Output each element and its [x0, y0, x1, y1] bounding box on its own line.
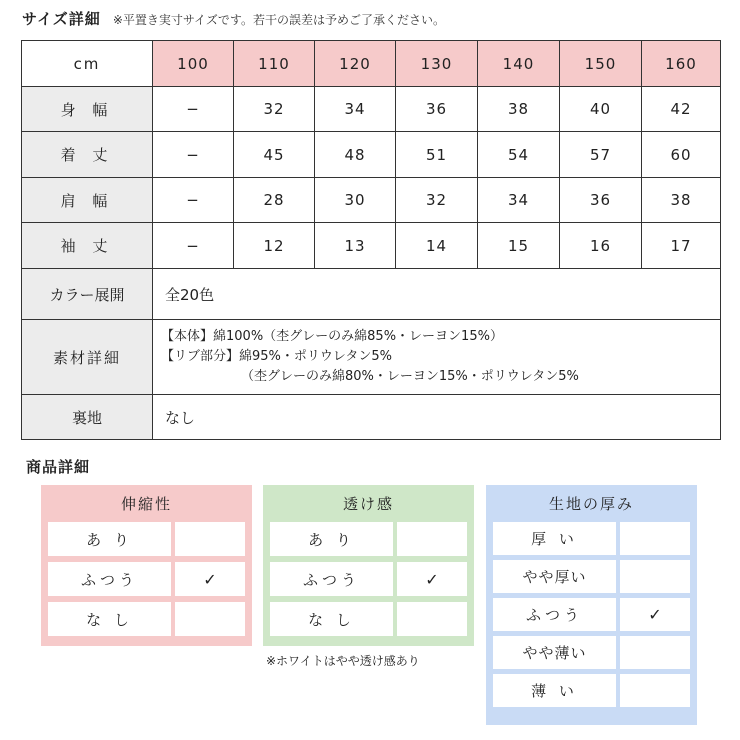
table-cell: 42: [642, 87, 721, 132]
thickness-panel: [486, 485, 697, 725]
material-value: [153, 320, 721, 395]
check-mark-cell: [620, 560, 690, 593]
table-cell: 38: [642, 178, 721, 223]
size-header-cell: 130: [396, 41, 478, 87]
option-row: [493, 598, 690, 631]
check-mark-cell: [397, 602, 467, 636]
lining-row: [22, 395, 721, 440]
option-label: ふつう: [493, 598, 616, 631]
table-cell: 30: [315, 178, 396, 223]
option-row: [493, 560, 690, 593]
color-row: [22, 269, 721, 320]
option-row: [48, 522, 245, 556]
option-row: [48, 602, 245, 636]
option-label: あ り: [48, 522, 171, 556]
lining-label: 裏地: [22, 395, 153, 440]
option-row: [270, 522, 467, 556]
table-cell: 14: [396, 223, 478, 269]
option-label: あ り: [270, 522, 393, 556]
table-cell: 38: [478, 87, 560, 132]
table-cell: 48: [315, 132, 396, 178]
check-mark-cell: [620, 674, 690, 707]
table-cell: 36: [396, 87, 478, 132]
table-row: [22, 87, 721, 132]
check-mark-cell: [175, 602, 245, 636]
check-mark-cell: [397, 522, 467, 556]
table-cell: 57: [560, 132, 642, 178]
option-label: ふつう: [48, 562, 171, 596]
table-cell: −: [153, 223, 234, 269]
material-row: [22, 320, 721, 395]
color-label: カラー展開: [22, 269, 153, 320]
table-cell: 17: [642, 223, 721, 269]
check-mark-cell: [620, 522, 690, 555]
row-label: 着 丈: [22, 132, 153, 178]
size-section-header: [22, 8, 445, 32]
lining-value: なし: [153, 395, 721, 440]
table-cell: 45: [234, 132, 315, 178]
table-cell: 32: [234, 87, 315, 132]
detail-section-title: 商品詳細: [26, 458, 91, 476]
option-label: な し: [270, 602, 393, 636]
table-cell: −: [153, 132, 234, 178]
size-header-cell: 120: [315, 41, 396, 87]
table-cell: 34: [315, 87, 396, 132]
size-header-cell: 110: [234, 41, 315, 87]
table-cell: 54: [478, 132, 560, 178]
color-value: 全20色: [153, 269, 721, 320]
unit-cell: cm: [22, 41, 153, 87]
option-row: [493, 636, 690, 669]
check-mark-cell: ✓: [397, 562, 467, 596]
table-cell: 16: [560, 223, 642, 269]
row-label: 袖 丈: [22, 223, 153, 269]
check-mark-cell: ✓: [175, 562, 245, 596]
option-row: [493, 522, 690, 555]
table-cell: 32: [396, 178, 478, 223]
material-line: 【本体】綿100%（杢グレーのみ綿85%・レーヨン15%）: [161, 329, 503, 344]
stretch-title: 伸縮性: [120, 495, 172, 513]
table-cell: 13: [315, 223, 396, 269]
table-cell: 36: [560, 178, 642, 223]
table-row: [22, 132, 721, 178]
table-cell: 34: [478, 178, 560, 223]
table-cell: −: [153, 87, 234, 132]
table-cell: −: [153, 178, 234, 223]
check-mark-cell: ✓: [620, 598, 690, 631]
table-cell: 51: [396, 132, 478, 178]
option-row: [48, 562, 245, 596]
size-header-row: [22, 41, 721, 87]
option-row: [493, 674, 690, 707]
table-cell: 60: [642, 132, 721, 178]
size-header-cell: 140: [478, 41, 560, 87]
option-row: [270, 602, 467, 636]
table-cell: 28: [234, 178, 315, 223]
check-mark-cell: [175, 522, 245, 556]
material-label: 素材詳細: [22, 320, 153, 395]
size-table: [21, 40, 721, 440]
size-section-title: サイズ詳細: [22, 10, 101, 28]
option-label: ふつう: [270, 562, 393, 596]
option-label: な し: [48, 602, 171, 636]
row-label: 身 幅: [22, 87, 153, 132]
option-label: やや薄い: [493, 636, 616, 669]
size-header-cell: 150: [560, 41, 642, 87]
table-cell: 40: [560, 87, 642, 132]
row-label: 肩 幅: [22, 178, 153, 223]
table-row: [22, 178, 721, 223]
size-section-note: ※平置き実寸サイズです。若干の誤差は予めご了承ください。: [112, 13, 445, 27]
size-header-cell: 100: [153, 41, 234, 87]
table-cell: 12: [234, 223, 315, 269]
option-label: 厚 い: [493, 522, 616, 555]
material-line: （杢グレーのみ綿80%・レーヨン15%・ポリウレタン5%: [241, 369, 579, 384]
transparency-title: 透け感: [342, 495, 394, 513]
stretch-panel: [41, 485, 252, 646]
table-cell: 15: [478, 223, 560, 269]
table-row: [22, 223, 721, 269]
check-mark-cell: [620, 636, 690, 669]
option-row: [270, 562, 467, 596]
option-label: 薄 い: [493, 674, 616, 707]
option-label: やや厚い: [493, 560, 616, 593]
transparency-panel: [263, 485, 474, 646]
transparency-note: ※ホワイトはやや透け感あり: [266, 654, 420, 668]
material-line: 【リブ部分】綿95%・ポリウレタン5%: [161, 349, 392, 364]
thickness-title: 生地の厚み: [548, 495, 634, 513]
size-header-cell: 160: [642, 41, 721, 87]
